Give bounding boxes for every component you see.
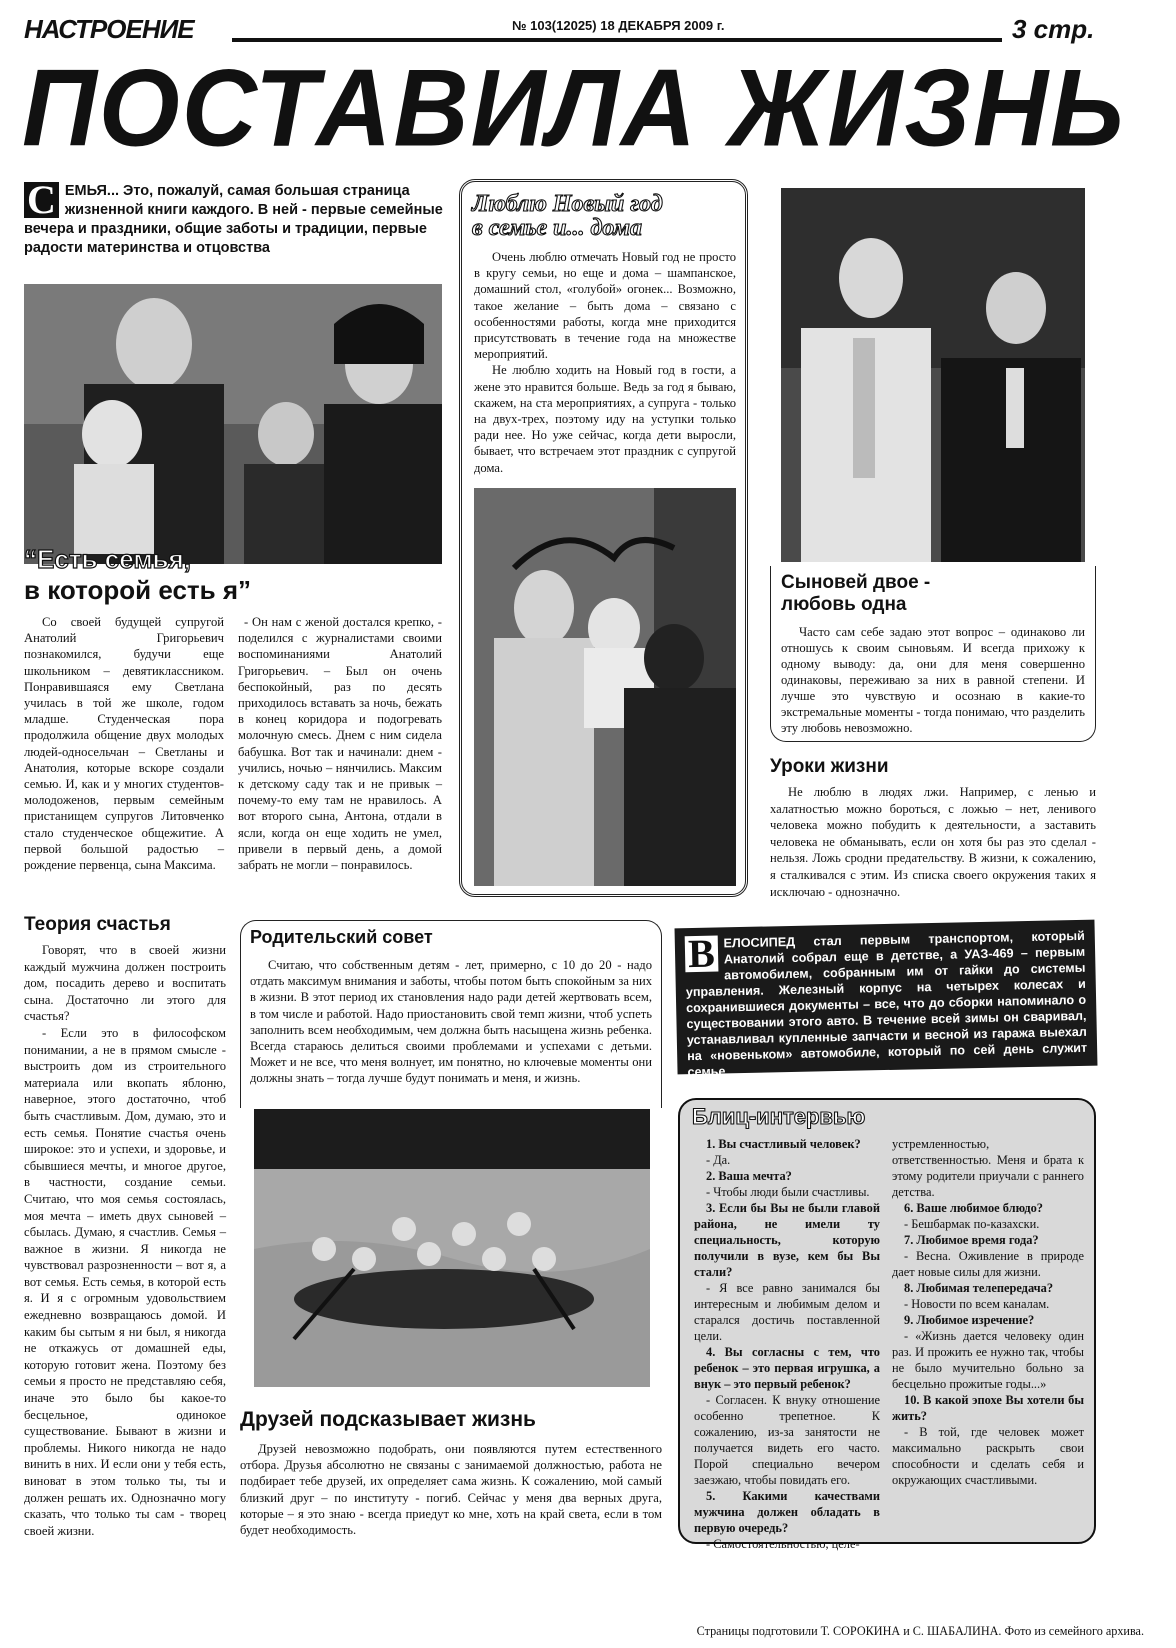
blitz-a10: - В той, где человек может максимально раскрыть свои способности и сделать себя и окружающих счастливыми. [892,1425,1084,1487]
page-number: 3 стр. [1012,14,1095,44]
family-photo [24,284,442,564]
lessons-text [770,784,1096,900]
sons-title [781,572,1081,616]
blitz-q8: 8. Любимая телепередача? [904,1281,1054,1295]
blitz-q6: 6. Ваше любимое блюдо? [904,1201,1043,1215]
blitz-col1 [694,1136,880,1552]
intro-body: ЕМЬЯ... Это, пожалуй, самая большая страница жизненной книги каждого. В ней - первые семейные вечера и праздники, общие заботы и традиции, первые радости материнства и отцовства [24,183,443,256]
intro-text [24,177,444,258]
blitz-q5: 5. Какими качествами мужчина должен обладать в первую очередь? [694,1489,880,1535]
blitz-q3: 3. Если бы Вы не были главой района, не имели ту специальность, которую получили в вузе, кем бы Вы стали? [694,1201,880,1279]
blitz-col2 [892,1136,1084,1488]
blitz-a2: - Чтобы люди были счастливы. [706,1185,870,1199]
blitz-a9: - «Жизнь дается человеку один раз. И прожить ее нужно так, чтобы не было мучительно больно за бесцельно прожитые годы...» [892,1329,1084,1391]
parent-text-body: Считаю, что собственным детям - лет, примерно, с 10 до 20 - надо отдать максимум внимания и заботы, чтобы потом быть спокойным за них в жизни. В этот период их становления надо ради детей жертвовать всем, в том числе и работой. Надо приостановить свой темп жизни, чтоб успеть заполнить всем необходимым, чем должна быть насыщена жизнь ребенка. Всегда стараюсь делиться своими проблемами и успехами с детьми. Может и не все, что меня волнует, им понятно, но ключевые моменты они должны знать – тогда лучше будут понимать и меня, и жизнь. [250,958,652,1086]
masthead-rule [232,38,1002,42]
blitz-a8: - Новости по всем каналам. [904,1297,1050,1311]
happiness-p2: - Если это в философском понимании, а не в прямом смысле - выстроить дом из строительного материала или вкопать яблоню, наверное, этого достаточно, чтоб быть счастливым. Дом, думаю, это и есть семья. Понятие счастья очень широкое: это и успехи, и здоровье, и сбывшиеся мечты, и многое другое, в частности, создание семьи. Считаю, что моя семья состоялась, моя мечта – иметь двух сыновей – сбылась. Думаю, я счастлив. Семья – важное в жизни. Я никогда не чувствовал разрозненности – вот я, а вот семья. Есть семья, в которой есть я. И я с огромным удовольствием ежедневно возвращаюсь домой. И каким бы сытым я ни был, я никогда не откажусь от домашней еды, которую готовит жена. Поэтому без семьи я просто не представляю себя, иначе это было бы какое-то бесцельное, одинокое существование. Бывают в жизни и проблемы. Никого никогда не надо винить в них. И если они у тебя есть, виноват в этом только ты, ты и должен решать их. Однозначно могу сказать, что только ты сам - творец своей жизни. [24,1025,226,1538]
happiness-title: Теория счастья [24,914,171,935]
happiness-p1: Говорят, что в своей жизни каждый мужчина должен построить дом, посадить дерево и воспитать сына. Достаточно ли этого для счастья? [24,943,226,1024]
blitz-a4: - Согласен. К внуку отношение особенно трепетное. К сожалению, из-за занятости не получается видеть его часто. Порой специально вечером заезжаю, чтобы повидать его. [694,1393,880,1487]
parent-title: Родительский совет [250,927,433,947]
blitz-a3: - Я все равно занимался бы интересным и любимым делом и старался достичь поставленной цели. [694,1281,880,1343]
blitz-q1: 1. Вы счастливый человек? [706,1137,861,1151]
newyear-photo [474,488,736,886]
issue-info: № 103(12025) 18 ДЕКАБРЯ 2009 г. [508,18,728,33]
blitz-a5: - Самостоятельностью, целе- [706,1537,860,1551]
blitz-a1: - Да. [706,1153,731,1167]
blitz-q9: 9. Любимое изречение? [904,1313,1035,1327]
story1-title-line1: “Есть семья, [24,544,191,574]
story1-title-line2: в которой есть я” [24,575,252,605]
newyear-title-line1: Люблю Новый год [472,191,663,217]
story1-col2 [238,614,442,873]
bike-box [675,920,1098,1080]
sons-text-body: Часто сам себе задаю этот вопрос – одинаково ли отношусь к своим сыновьям. И всегда прихожу к одному выводу: да, они для меня совершенно одинаковы, переживаю за них в равной степени. И лучше это чувствую и осознаю в какие-то экстремальные моменты - тогда понимаю, что разделить эту любовь невозможно. [781,625,1085,735]
bike-text: ЕЛОСИПЕД стал первым транспортом, который Анатолий собрал еще в детстве, а УАЗ-469 – первым автомобилем, собранным им от гайки до системы управления. Железный корпус на четырех колесах и сохранившиеся документы – все, что до сборки напоминало о существовании этого авто. В течение всей зимы он сваривал, устанавливал купленные запчасти и весной из гаража выехал на «новеньком» автомобиле, который по сей день служит семье. [685,928,1088,1080]
sons-title-line2: любовь одна [781,594,907,615]
newyear-title-line2: в семье и... дома [472,215,642,241]
story1-title [24,544,434,606]
blitz-q10: 10. В какой эпохе Вы хотели бы жить? [892,1393,1084,1423]
blitz-a7: - Весна. Оживление в природе дает новые силы для жизни. [892,1249,1084,1279]
parent-text [250,957,652,1087]
newyear-text [474,249,736,476]
lessons-text-body: Не люблю в людях лжи. Например, с ленью и халатностью можно бороться, с ложью – нет, ленивого человека можно побудить к деятельности, а заставить человека не обманывать, если он хотя бы раз это сделал - нельзя. Ложь сродни предательству. В жизни, к сожалению, я сталкивался с этим. Из списка своего окружения таких я исключаю - однозначно. [770,785,1096,899]
friends-title: Друзей подсказывает жизнь [240,1408,536,1431]
intro-dropcap: С [24,182,59,218]
blitz-title: Блиц-интервью [692,1104,866,1129]
rafting-photo [254,1109,650,1387]
sons-title-line1: Сыновей двое - [781,572,931,593]
story1-col1-text: Со своей будущей супругой Анатолий Григорьевич познакомился, будучи еще школьником – девятиклассником. Понравившаяся ему Светлана училась в той же школе, годом младше. Студенческая пора продолжила общение двух молодых людей-односельчан – Светланы и Анатолия, которые вскоре создали семью. И, как и у многих студентов-молодоженов, первым семейным пристанищем супругов Литовченко стало студенческое общежитие. А первой большой радостью – рождение первенца, сына Максима. [24,615,224,873]
newyear-title [472,192,742,240]
happiness-text [24,942,226,1539]
blitz-q2: 2. Ваша мечта? [706,1169,792,1183]
story1-col2-text: - Он нам с женой достался крепко, - поделился с журналистами своими воспоминаниями Анатолий Григорьевич. – Был он очень беспокойный, раз по десять приходилось вставать за ночь, бежать в конец коридора и подогревать молочную смесь. Днем с ним сидела бабушка. Вот так и начинали: днем - учились, ночью – нянчились. Максим к детскому саду так и не привык – почему-то ему там не нравилось. А вот второго сына, Антона, отдали в ясли, когда он еще ходить не умел, привели в первый день, а домой забрать не могли – понравилось. [238,615,442,873]
main-headline: ПОСТАВИЛА ЖИЗНЬ [22,48,1126,170]
lessons-title: Уроки жизни [770,756,889,777]
friends-text-body: Друзей невозможно подобрать, они появляются путем естественного отбора. Друзья абсолютно не связаны с занимаемой должностью, работа не подбирает тебе друзей, их определяет сама жизнь. К сожалению, мой самый близкий друг – по институту - погиб. Сейчас у меня два верных друга, которые – я это знаю - всегда приедут ко мне, хоть на край света, если в том будет необходимость. [240,1442,662,1538]
sons-photo [781,188,1085,562]
sons-text [781,624,1085,736]
section-label: НАСТРОЕНИЕ [24,14,194,44]
bike-dropcap: В [685,936,718,973]
newyear-p1: Очень люблю отмечать Новый год не просто в кругу семьи, но еще и дома – шампанское, домашний стол, «голубой» огонек... Возможно, такое желание – быть дома – связано с особенностями работы, когда мне приходится присутствовать в течение года на множестве мероприятий. [474,250,736,362]
blitz-q4: 4. Вы согласны с тем, что ребенок – это первая игрушка, а внук – это первый ребенок? [694,1345,880,1391]
blitz-a6: - Бешбармак по-казахски. [904,1217,1040,1231]
credits-line: Страницы подготовили Т. СОРОКИНА и С. ШАБАЛИНА. Фото из семейного архива. [696,1624,1144,1638]
blitz-col2-lead: устремленностью, ответственностью. Меня и брата к этому родители приучали с раннего детства. [892,1137,1084,1199]
blitz-q7: 7. Любимое время года? [904,1233,1039,1247]
story1-col1 [24,614,224,873]
friends-text [240,1441,662,1538]
newyear-p2: Не люблю ходить на Новый год в гости, а жене это нравится больше. Ведь за год я бываю, скажем, на ста мероприятиях, а супруга - только на двух-трех, поэтому иду на уступки только ради нее. Но уже сейчас, когда дети выросли, бывает, что встречаем этот праздник с супругой дома. [474,363,736,475]
